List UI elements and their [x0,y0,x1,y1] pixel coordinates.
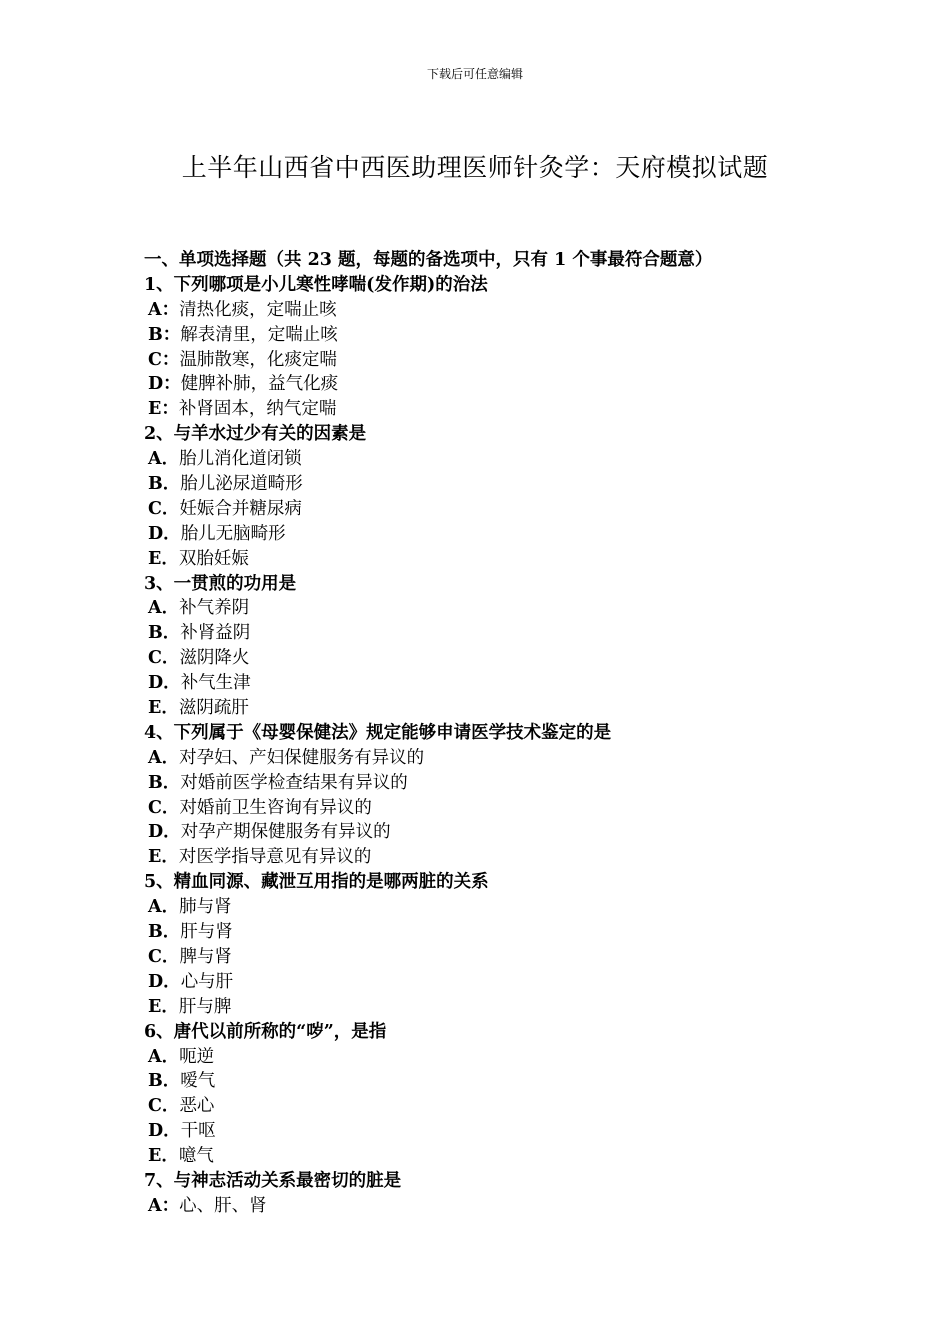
option-letter: C． [148,648,180,669]
document-title: 上半年山西省中西医助理医师针灸学：天府模拟试题 [181,153,769,182]
option-text: 胎儿消化道闭锁 [179,449,302,470]
option-letter: B． [148,623,181,644]
option-text: 胎儿泌尿道畸形 [180,474,303,495]
option-text: 温肺散寒，化痰定喘 [179,349,337,370]
option-letter: A： [148,299,180,320]
answer-option [144,746,864,771]
option-text: 解表清里，定喘止咳 [180,324,338,345]
answer-option [144,945,864,970]
option-letter: A． [148,1046,180,1067]
option-letter: C． [148,946,180,967]
question-stem: 2、与羊水过少有关的因素是 [144,424,367,445]
answer-option [144,1045,864,1070]
option-letter: A： [148,1195,180,1216]
answer-option [144,596,864,621]
option-text: 对婚前卫生咨询有异议的 [179,797,372,818]
option-letter: B． [148,922,181,943]
answer-option [144,895,864,920]
option-letter: B． [148,1071,181,1092]
option-letter: B： [148,324,181,345]
question-stem: 7、与神志活动关系最密切的脏是 [144,1170,402,1191]
answer-option [144,845,864,870]
answer-option [144,1194,864,1219]
option-text: 噫气 [178,1146,214,1167]
option-text: 心、肝、肾 [179,1195,267,1216]
option-text: 干呕 [180,1121,216,1142]
question-stem: 4、下列属于《母婴保健法》规定能够申请医学技术鉴定的是 [144,722,612,743]
option-text: 肝与肾 [180,922,233,943]
option-text: 肺与肾 [179,897,232,918]
question-stem: 1、下列哪项是小儿寒性哮喘(发作期)的治法 [144,274,488,295]
option-letter: D： [148,374,181,395]
option-letter: A． [148,747,180,768]
option-text: 脾与肾 [179,946,232,967]
option-letter: D． [148,822,181,843]
answer-option [144,298,864,323]
option-text: 嗳气 [180,1071,216,1092]
option-text: 呃逆 [179,1046,215,1067]
option-text: 对孕妇、产妇保健服务有异议的 [179,747,425,768]
answer-option [144,970,864,995]
answer-option [144,1144,864,1169]
option-letter: E． [148,996,179,1017]
option-letter: E． [148,698,179,719]
header-note: 下载后可任意编辑 [426,67,523,81]
answer-option [144,397,864,422]
option-text: 对孕产期保健服务有异议的 [180,822,391,843]
question-stem: 3、一贯煎的功用是 [144,573,297,594]
answer-option [144,472,864,497]
option-text: 胎儿无脑畸形 [180,523,286,544]
answer-option [144,1119,864,1144]
option-letter: C． [148,498,180,519]
option-letter: C： [148,349,180,370]
answer-option [144,1094,864,1119]
answer-option [144,771,864,796]
option-letter: B． [148,474,181,495]
option-letter: E． [148,847,179,868]
option-letter: B． [148,772,181,793]
option-text: 妊娠合并糖尿病 [179,498,302,519]
answer-option [144,796,864,821]
answer-option [144,372,864,397]
option-text: 对医学指导意见有异议的 [178,847,372,868]
answer-option [144,497,864,522]
answer-option [144,522,864,547]
option-text: 补气养阴 [179,598,250,619]
question-stem: 6、唐代以前所称的“哕”，是指 [144,1021,387,1042]
option-letter: E． [148,1146,179,1167]
section-heading: 一、单项选择题（共 23 题，每题的备选项中，只有 1 个事最符合题意） [144,250,713,270]
answer-option [144,920,864,945]
answer-option [144,820,864,845]
option-text: 补肾固本，纳气定喘 [178,399,337,420]
option-letter: D． [148,1121,181,1142]
answer-option [144,621,864,646]
answer-option [144,646,864,671]
option-text: 补气生津 [180,673,251,694]
option-text: 补肾益阴 [180,623,251,644]
answer-option [144,323,864,348]
answer-option [144,547,864,572]
answer-option [144,1069,864,1094]
option-letter: E： [148,399,179,420]
option-letter: A． [148,897,180,918]
answer-option [144,348,864,373]
answer-option [144,447,864,472]
option-text: 健脾补肺，益气化痰 [180,374,339,395]
option-letter: D． [148,673,181,694]
option-text: 清热化痰，定喘止咳 [179,299,337,320]
option-text: 双胎妊娠 [178,548,249,569]
answer-option [144,671,864,696]
question-list [144,248,864,1219]
option-text: 对婚前医学检查结果有异议的 [180,772,408,793]
option-letter: A． [148,598,180,619]
option-letter: C． [148,1096,180,1117]
question-stem: 5、精血同源、藏泄互用指的是哪两脏的关系 [144,872,489,893]
option-text: 滋阴降火 [179,648,250,669]
option-text: 肝与脾 [178,996,232,1017]
option-letter: A． [148,449,180,470]
option-letter: D． [148,971,181,992]
answer-option [144,995,864,1020]
option-text: 滋阴疏肝 [178,698,249,719]
answer-option [144,696,864,721]
option-letter: D． [148,523,181,544]
option-text: 恶心 [179,1096,215,1117]
option-text: 心与肝 [180,971,234,992]
option-letter: C． [148,797,180,818]
option-letter: E． [148,548,179,569]
